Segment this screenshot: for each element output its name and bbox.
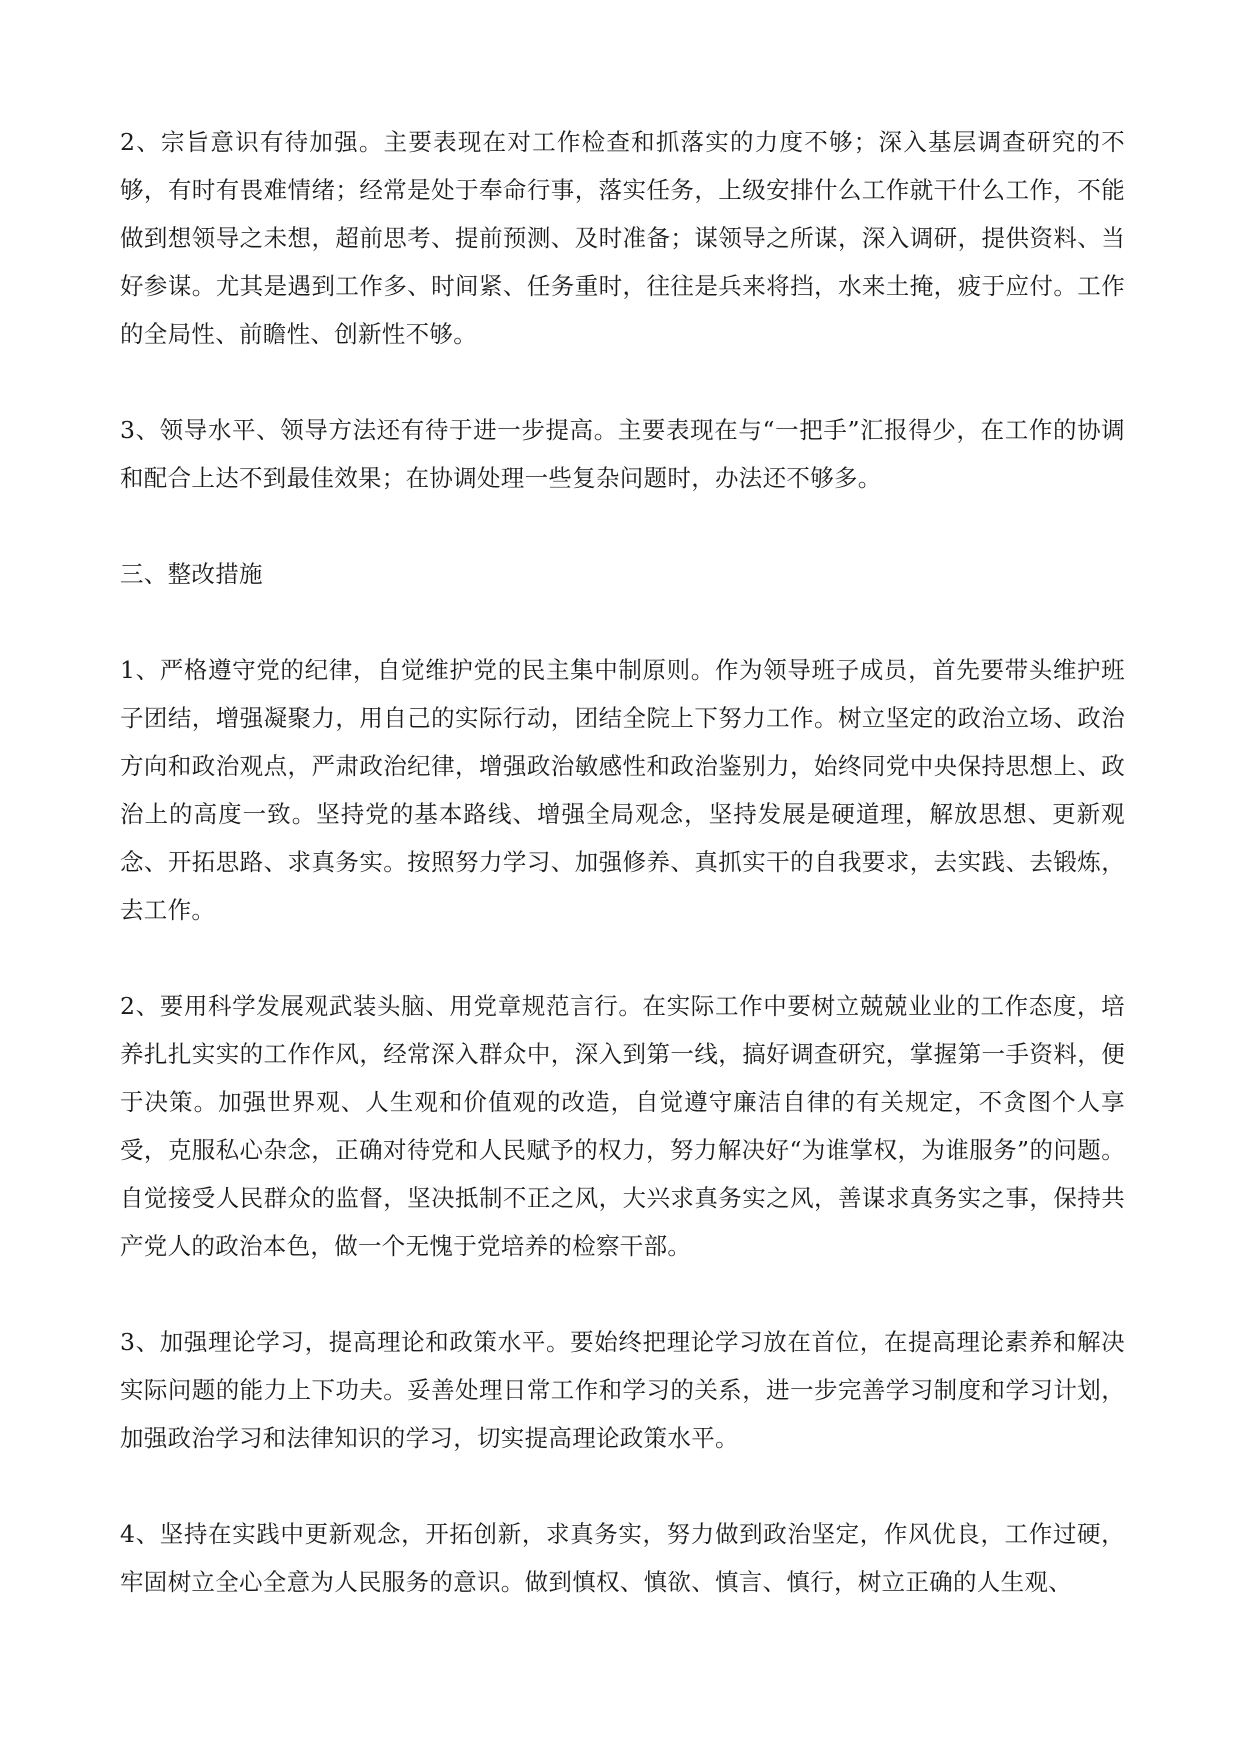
- section-heading-rectification: 三、整改措施: [120, 560, 263, 588]
- paragraph-scientific-development: 2、要用科学发展观武装头脑、用党章规范言行。在实际工作中要树立兢兢业业的工作态度，培养扎扎实实的工作作风，经常深入群众中，深入到第一线，搞好调查研究，掌握第一手资料，便于决策。加强世界观、人生观和价值观的改造，自觉遵守廉洁自律的有关规定，不贪图个人享受，克服私心杂念，正确对待党和人民赋予的权力，努力解决好“为谁掌权，为谁服务”的问题。自觉接受人民群众的监督，坚决抵制不正之风，大兴求真务实之风，善谋求真务实之事，保持共产党人的政治本色，做一个无愧于党培养的检察干部。: [120, 992, 1125, 1260]
- document-body: [120, 118, 1125, 1606]
- paragraph-leadership-level: 3、领导水平、领导方法还有待于进一步提高。主要表现在与“一把手”汇报得少，在工作的协调和配合上达不到最佳效果；在协调处理一些复杂问题时，办法还不够多。: [120, 416, 1125, 492]
- paragraph-practice-innovation: 4、坚持在实践中更新观念，开拓创新，求真务实，努力做到政治坚定，作风优良，工作过硬，牢固树立全心全意为人民服务的意识。做到慎权、慎欲、慎言、慎行，树立正确的人生观、: [120, 1520, 1125, 1596]
- paragraph-party-discipline: 1、严格遵守党的纪律，自觉维护党的民主集中制原则。作为领导班子成员，首先要带头维护班子团结，增强凝聚力，用自己的实际行动，团结全院上下努力工作。树立坚定的政治立场、政治方向和政治观点，严肃政治纪律，增强政治敏感性和政治鉴别力，始终同党中央保持思想上、政治上的高度一致。坚持党的基本路线、增强全局观念，坚持发展是硬道理，解放思想、更新观念、开拓思路、求真务实。按照努力学习、加强修养、真抓实干的自我要求，去实践、去锻炼，去工作。: [120, 656, 1125, 924]
- paragraph-purpose-awareness: 2、宗旨意识有待加强。主要表现在对工作检查和抓落实的力度不够；深入基层调查研究的不够，有时有畏难情绪；经常是处于奉命行事，落实任务，上级安排什么工作就干什么工作，不能做到想领导之未想，超前思考、提前预测、及时准备；谋领导之所谋，深入调研，提供资料、当好参谋。尤其是遇到工作多、时间紧、任务重时，往往是兵来将挡，水来土掩，疲于应付。工作的全局性、前瞻性、创新性不够。: [120, 128, 1125, 348]
- paragraph-theory-study: 3、加强理论学习，提高理论和政策水平。要始终把理论学习放在首位，在提高理论素养和解决实际问题的能力上下功夫。妥善处理日常工作和学习的关系，进一步完善学习制度和学习计划，加强政治学习和法律知识的学习，切实提高理论政策水平。: [120, 1328, 1125, 1452]
